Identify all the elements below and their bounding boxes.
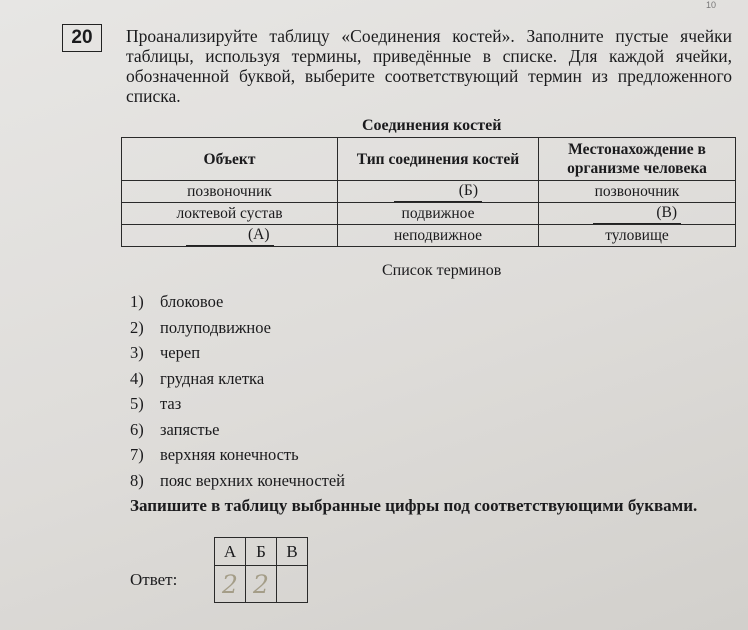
term-number: 7) xyxy=(130,445,144,464)
table-row xyxy=(122,225,736,247)
answer-letter-v: В xyxy=(277,538,308,566)
page-corner-mark: 10 xyxy=(706,0,717,10)
term-text: череп xyxy=(160,343,201,362)
answer-cell-a[interactable]: 2 xyxy=(215,566,246,603)
list-item xyxy=(130,443,345,469)
term-text: верхняя конечность xyxy=(160,445,299,464)
list-item xyxy=(130,316,345,342)
blank-a: (А) xyxy=(186,225,274,246)
table-caption: Соединения костей xyxy=(362,117,502,134)
table-row xyxy=(122,181,736,203)
term-text: грудная клетка xyxy=(160,368,265,388)
cell-object: локтевой сустав xyxy=(122,203,338,225)
blank-b: (Б) xyxy=(394,181,482,202)
answer-cell-b[interactable]: 2 xyxy=(246,566,277,603)
term-number: 4) xyxy=(130,368,144,388)
terms-list-title: Список терминов xyxy=(382,262,502,279)
table-row xyxy=(122,203,736,225)
header-joint-type: Тип соединения костей xyxy=(338,138,539,181)
question-number: 20 xyxy=(62,24,102,52)
header-object: Объект xyxy=(122,138,338,181)
cell-object: позвоночник xyxy=(122,181,338,203)
list-item xyxy=(130,367,345,393)
term-text: пояс верхних конечностей xyxy=(160,470,346,490)
terms-list xyxy=(130,290,345,494)
header-location: Местонахождение в организме человека xyxy=(539,138,736,181)
cell-joint-type[interactable] xyxy=(338,181,539,203)
answer-label: Ответ: xyxy=(130,570,178,589)
term-number: 6) xyxy=(130,419,144,439)
term-number: 3) xyxy=(130,343,144,362)
answer-letters-row xyxy=(215,538,308,566)
cell-location[interactable] xyxy=(539,203,736,225)
answer-instruction: Запишите в таблицу выбранные цифры под соответствующими буквами. xyxy=(130,496,698,515)
list-item xyxy=(130,392,345,418)
term-text: полуподвижное xyxy=(160,317,271,337)
term-number: 2) xyxy=(130,317,144,337)
term-number: 1) xyxy=(130,292,144,311)
term-number: 8) xyxy=(130,470,144,490)
question-prompt: Проанализируйте таблицу «Соединения костей». Заполните пустые ячейки таблицы, используя термины, приведённые в списке. Для каждой ячейки, обозначенной буквой, выберите соответствующий термин из предложенного списка. xyxy=(126,26,732,106)
term-number: 5) xyxy=(130,394,144,413)
cell-location: туловище xyxy=(539,225,736,247)
list-item xyxy=(130,290,345,316)
answer-letter-b: Б xyxy=(246,538,277,566)
term-text: запястье xyxy=(160,419,220,439)
list-item xyxy=(130,469,345,495)
cell-object[interactable] xyxy=(122,225,338,247)
bone-joints-table xyxy=(121,137,736,247)
answer-letter-a: А xyxy=(215,538,246,566)
cell-joint-type: подвижное xyxy=(338,203,539,225)
cell-location: позвоночник xyxy=(539,181,736,203)
list-item xyxy=(130,418,345,444)
answer-values-row xyxy=(215,566,308,603)
term-text: блоковое xyxy=(160,292,224,311)
answer-cell-v[interactable] xyxy=(277,566,308,603)
list-item xyxy=(130,341,345,367)
term-text: таз xyxy=(160,394,182,413)
cell-joint-type: неподвижное xyxy=(338,225,539,247)
table-header-row xyxy=(122,138,736,181)
blank-v: (В) xyxy=(593,203,681,224)
answer-table xyxy=(214,537,308,603)
